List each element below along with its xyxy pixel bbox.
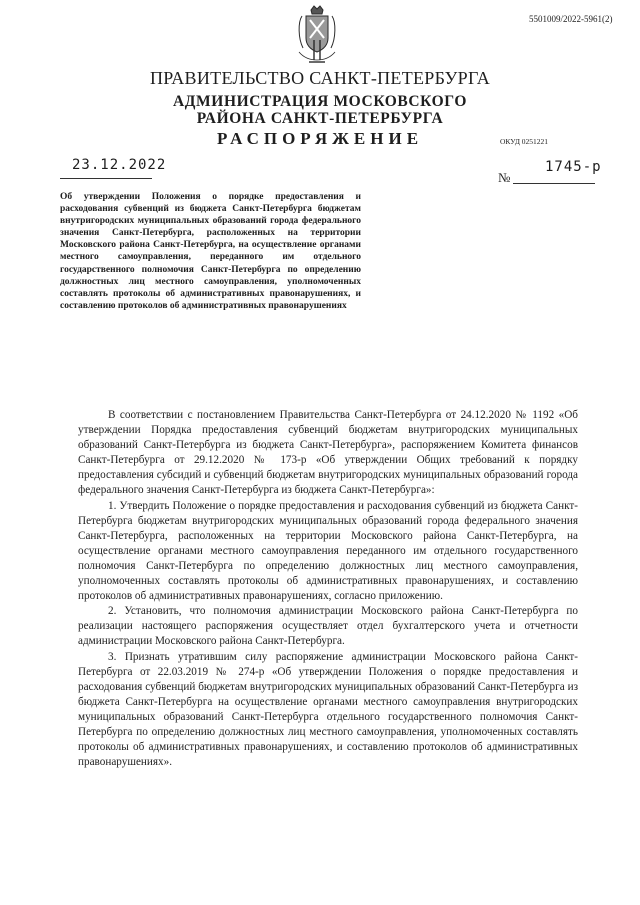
- coat-of-arms-icon: [294, 4, 340, 66]
- order-number: 1745-р: [545, 159, 602, 175]
- administration-title-line1: АДМИНИСТРАЦИЯ МОСКОВСКОГО: [173, 93, 467, 110]
- date-underline: [60, 178, 152, 179]
- document-type-title: РАСПОРЯЖЕНИЕ: [216, 129, 424, 148]
- order-date: 23.12.2022: [72, 157, 167, 173]
- government-title: ПРАВИТЕЛЬСТВО САНКТ-ПЕТЕРБУРГА: [149, 68, 491, 88]
- order-subject: Об утверждении Положения о порядке предоставления и расходования субвенций из бюджета Санкт-Петербурга бюджетам внутригородских муниципальных образований города федерального значения Санкт-Петербурга, расположенных на территории Московского района Санкт-Петербурга, на осуществление органами местного самоуправления, переданного им отдельного государственного полномочия Санкт-Петербурга по определению должностных лиц местного самоуправления, уполномоченных составлять протоколы об административных правонарушениях, и составлению протоколов об административных правонарушениях: [60, 192, 361, 311]
- order-body: [78, 408, 578, 770]
- body-item-3: 3. Признать утратившим силу распоряжение администрации Московского района Санкт-Петербурга от 22.03.2019 № 274-р «Об утверждении Положения о порядке предоставления и расходования субвенций бюджетам внутригородских муниципальных образований Санкт-Петербурга из бюджета Санкт-Петербурга на осуществление органами местного самоуправления внутригородских муниципальных образований Санкт-Петербурга отдельного государственного полномочия Санкт-Петербурга по определению должностных лиц местного самоуправления, уполномоченных составлять протоколы об административных правонарушениях, и составлению протоколов об административных правонарушениях».: [78, 650, 578, 769]
- number-sign: №: [498, 170, 511, 185]
- okud-code: ОКУД 0251221: [500, 137, 549, 146]
- body-item-1: 1. Утвердить Положение о порядке предоставления и расходования субвенций из бюджета Санкт-Петербурга бюджетам внутригородских муниципальных образований города федерального значения Санкт-Петербурга, расположенных на территории Московского района Санкт-Петербурга, на осуществление органами местного самоуправления переданного им отдельного государственного полномочия Санкт-Петербурга по определению должностных лиц местного самоуправления, уполномоченных составлять протоколы об административных правонарушениях, и составлению протоколов об административных правонарушениях, согласно приложению.: [78, 499, 578, 603]
- document-number: 5501009/2022-5961(2): [529, 14, 613, 24]
- administration-title-line2: РАЙОНА САНКТ-ПЕТЕРБУРГА: [196, 110, 444, 127]
- body-preamble: В соответствии с постановлением Правительства Санкт-Петербурга от 24.12.2020 № 1192 «Об утверждении Порядка предоставления субвенций бюджетам внутригородских муниципальных образований Санкт-Петербурга из бюджета Санкт-Петербурга», распоряжением Комитета финансов Санкт-Петербурга от 29.12.2020 № 173-р «Об утверждении Общих требований к порядку предоставления субсидий и субвенций бюджетам внутригородских муниципальных образований города федерального значения Санкт-Петербурга из бюджета Санкт-Петербурга»:: [78, 409, 578, 497]
- number-underline: [513, 183, 595, 184]
- body-item-2: 2. Установить, что полномочия администрации Московского района Санкт-Петербурга по реализации настоящего распоряжения осуществляет отдел бухгалтерского учета и отчетности администрации Московского района Санкт-Петербурга.: [78, 605, 578, 648]
